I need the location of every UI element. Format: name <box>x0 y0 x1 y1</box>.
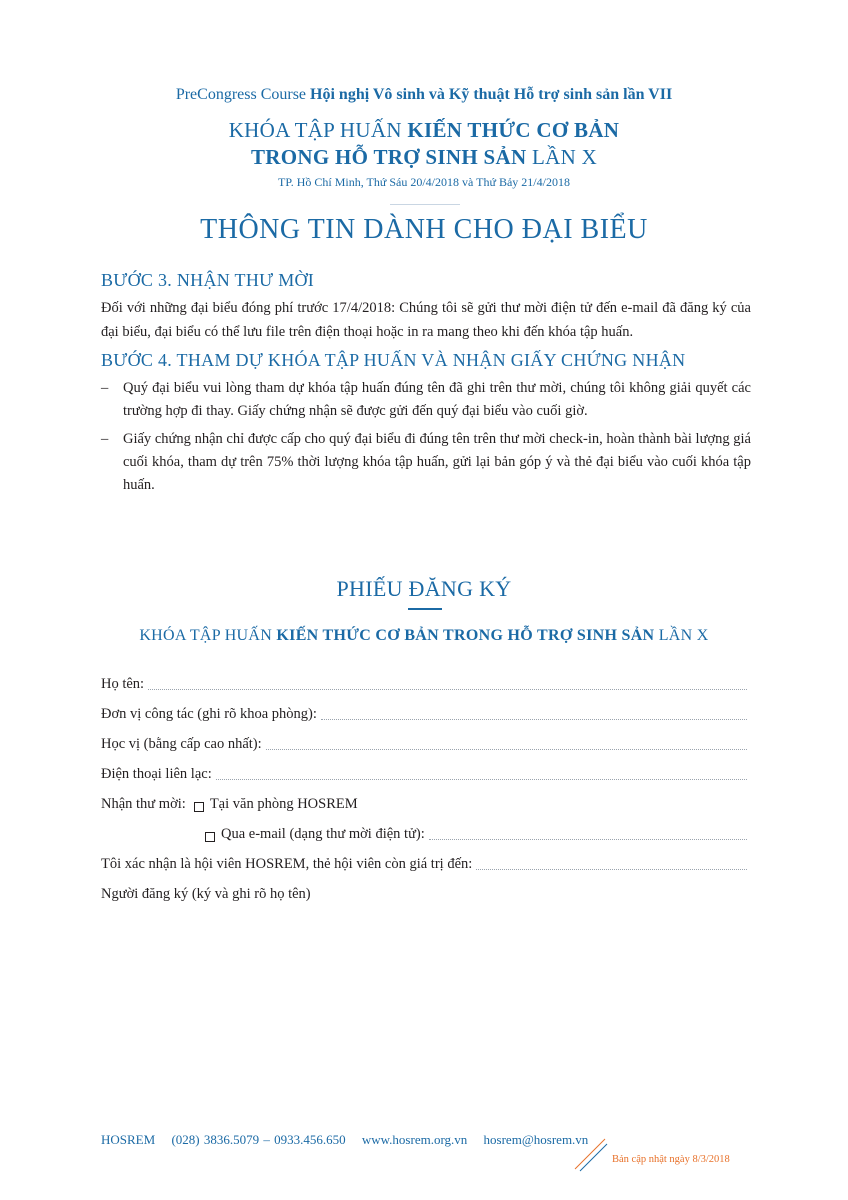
name-field <box>101 673 747 693</box>
membership-label: Tôi xác nhận là hội viên HOSREM, thẻ hội viên còn giá trị đến: <box>101 856 473 872</box>
form-subtitle <box>0 627 848 645</box>
footer <box>101 1132 600 1148</box>
phone-field <box>101 763 747 783</box>
email-input-line[interactable] <box>429 839 747 840</box>
course-title-line-1 <box>0 118 848 143</box>
email-option-label: Qua e-mail (dạng thư mời điện tử): <box>221 826 425 842</box>
step3-text: Đối với những đại biểu đóng phí trước 17/4/2018: Chúng tôi sẽ gửi thư mời điện tử đến e-mail đã đăng ký của đại biểu, đại biểu có thể lưu file trên điện thoại hoặc in ra mang theo khi đến khóa tập huấn. <box>101 300 751 340</box>
footer-phone: (028) 3836.5079 – 0933.456.650 <box>171 1132 346 1147</box>
precongress-label: PreCongress Course <box>175 86 311 103</box>
update-note: Bản cập nhật ngày 8/3/2018 <box>612 1154 730 1165</box>
unit-input-line[interactable] <box>321 719 747 720</box>
email-checkbox[interactable] <box>205 832 215 842</box>
membership-field <box>101 853 747 873</box>
degree-field <box>101 733 747 753</box>
step4-heading: BƯỚC 4. THAM DỰ KHÓA TẬP HUẤN VÀ NHẬN GIẤY CHỨNG NHẬN <box>101 350 686 370</box>
step3-heading: BƯỚC 3. NHẬN THƯ MỜI <box>101 270 315 290</box>
receive-label: Nhận thư mời: <box>101 796 186 812</box>
form-title: PHIẾU ĐĂNG KÝ <box>336 576 512 601</box>
office-option-label: Tại văn phòng HOSREM <box>209 796 358 812</box>
office-checkbox[interactable] <box>194 802 204 812</box>
bullet-text: Giấy chứng nhận chỉ được cấp cho quý đại biểu đi đúng tên trên thư mời check-in, hoàn thành bài lượng giá cuối khóa, tham dự trên 75% thời lượng khóa tập huấn, gửi lại bản góp ý và thẻ đại biểu vào cuối khóa tập huấn. <box>123 431 751 493</box>
footer-website[interactable]: www.hosrem.org.vn <box>361 1132 468 1147</box>
title-underline <box>408 608 442 610</box>
name-label: Họ tên: <box>101 676 145 692</box>
divider <box>390 204 460 205</box>
footer-org: HOSREM <box>101 1132 156 1147</box>
membership-input-line[interactable] <box>476 869 747 870</box>
form-subtitle-suffix: LẦN X <box>654 627 709 644</box>
decorative-slash-icon <box>572 1136 608 1172</box>
phone-input-line[interactable] <box>216 779 747 780</box>
form-subtitle-prefix: KHÓA TẬP HUẤN <box>139 627 277 644</box>
footer-email[interactable]: hosrem@hosrem.vn <box>483 1132 589 1147</box>
course-title-suffix: LẦN X <box>526 145 598 169</box>
name-input-line[interactable] <box>148 689 747 690</box>
list-item <box>101 377 751 423</box>
degree-label: Học vị (bằng cấp cao nhất): <box>101 736 262 752</box>
signature-label: Người đăng ký (ký và ghi rõ họ tên) <box>101 886 311 902</box>
bullet-dash: – <box>101 431 109 447</box>
date-location: TP. Hồ Chí Minh, Thứ Sáu 20/4/2018 và Thứ Bảy 21/4/2018 <box>278 175 570 189</box>
info-title: THÔNG TIN DÀNH CHO ĐẠI BIỂU <box>200 214 648 245</box>
signature-field <box>101 883 747 903</box>
list-item <box>101 428 751 497</box>
degree-input-line[interactable] <box>266 749 747 750</box>
phone-label: Điện thoại liên lạc: <box>101 766 212 782</box>
course-title-bold-2: TRONG HỖ TRỢ SINH SẢN <box>250 145 527 169</box>
receive-invitation-field <box>101 793 747 813</box>
email-option-field <box>205 823 747 843</box>
course-title-prefix: KHÓA TẬP HUẤN <box>228 118 408 142</box>
congress-name: Hội nghị Vô sinh và Kỹ thuật Hỗ trợ sinh sản lần VII <box>310 86 673 103</box>
course-title-bold-1: KIẾN THỨC CƠ BẢN <box>407 118 620 142</box>
unit-label: Đơn vị công tác (ghi rõ khoa phòng): <box>101 706 317 722</box>
bullet-dash: – <box>101 380 109 396</box>
course-title-line-2 <box>0 145 848 170</box>
precongress-line <box>0 86 848 104</box>
bullet-text: Quý đại biểu vui lòng tham dự khóa tập huấn đúng tên đã ghi trên thư mời, chúng tôi không giải quyết các trường hợp đi thay. Giấy chứng nhận sẽ được gửi đến quý đại biểu vào cuối giờ. <box>123 380 751 419</box>
unit-field <box>101 703 747 723</box>
form-subtitle-bold: KIẾN THỨC CƠ BẢN TRONG HỖ TRỢ SINH SẢN <box>276 627 655 644</box>
